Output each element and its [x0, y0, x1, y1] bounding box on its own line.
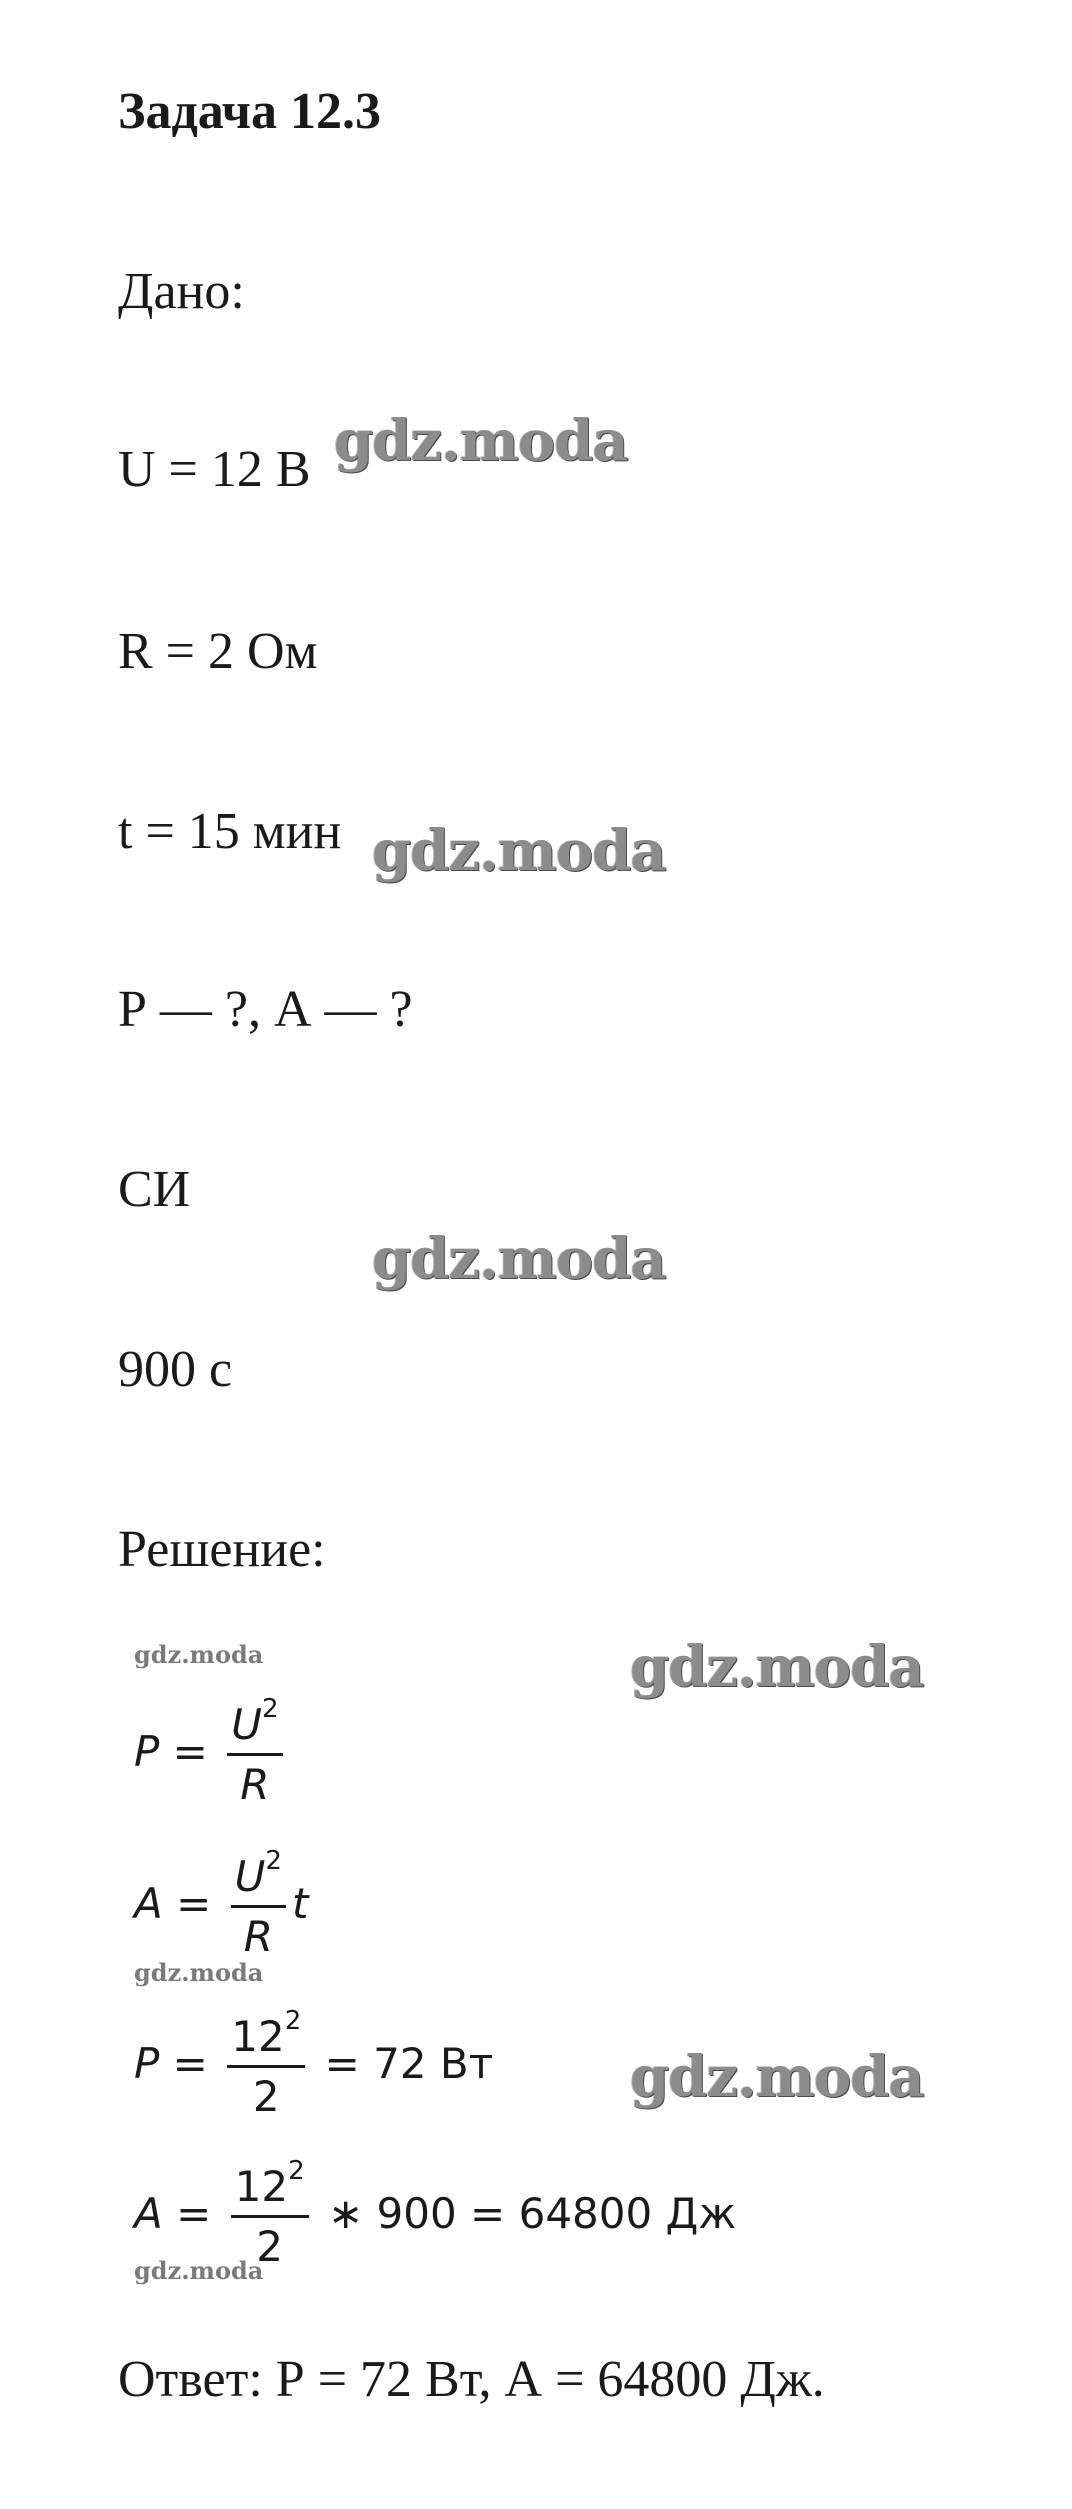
- fraction: [227, 2006, 305, 2121]
- fraction: [227, 1694, 282, 1809]
- formula-lhs: P: [134, 2039, 160, 2088]
- denominator: R: [243, 1912, 273, 1961]
- denominator: 2: [252, 2072, 280, 2121]
- fraction: [231, 2156, 309, 2271]
- watermark: gdz.moda: [372, 818, 666, 884]
- exponent: 2: [288, 2156, 305, 2186]
- formula-lhs: A: [134, 2189, 163, 2238]
- watermark: gdz.moda: [630, 2044, 924, 2110]
- watermark-small: gdz.moda: [134, 1640, 264, 1669]
- given-label: Дано:: [118, 263, 245, 320]
- given-voltage: U = 12 В: [118, 441, 311, 498]
- answer-text: Ответ: Р = 72 Вт, А = 64800 Дж.: [118, 2351, 825, 2408]
- formula-lhs: P: [134, 1727, 160, 1776]
- formula-work: A = $\frac{U^2}{R}$ t: [134, 1846, 309, 1961]
- formula-work-calc: A = $\frac{12^2}{2}$ ∗ 900 = 64800 Дж: [134, 2156, 737, 2271]
- exponent: 2: [265, 1846, 282, 1876]
- numerator: U: [231, 1700, 262, 1749]
- formula-result: ∗ 900 = 64800 Дж: [328, 2189, 737, 2238]
- exponent: 2: [261, 1694, 279, 1724]
- formula-tail: t: [291, 1879, 309, 1928]
- si-label: СИ: [118, 1161, 191, 1218]
- watermark: gdz.moda: [334, 408, 628, 474]
- problem-title: Задача 12.3: [118, 83, 381, 140]
- formula-result: = 72 Вт: [324, 2039, 494, 2088]
- fraction: [231, 1846, 286, 1961]
- watermark: gdz.moda: [372, 1226, 666, 1292]
- given-resistance: R = 2 Ом: [118, 623, 318, 680]
- find-quantities: Р — ?, А — ?: [118, 981, 413, 1038]
- denominator: 2: [256, 2222, 283, 2271]
- watermark-small: gdz.moda: [134, 2256, 264, 2285]
- formula-power-calc: P = $\frac{12^2}{2}$ = 72 Вт: [134, 2006, 494, 2121]
- watermark-small: gdz.moda: [134, 1958, 264, 1987]
- given-time: t = 15 мин: [118, 803, 342, 860]
- numerator: U: [234, 1852, 266, 1901]
- formula-lhs: A: [134, 1879, 163, 1928]
- numerator: 12: [231, 2012, 285, 2061]
- solution-label: Решение:: [118, 1521, 326, 1578]
- watermark: gdz.moda: [630, 1634, 924, 1700]
- numerator: 12: [234, 2162, 289, 2211]
- exponent: 2: [284, 2006, 302, 2036]
- formula-power: P = $\frac{U^2}{R}$: [134, 1700, 289, 1809]
- denominator: R: [240, 1760, 270, 1809]
- si-time-value: 900 с: [118, 1341, 233, 1398]
